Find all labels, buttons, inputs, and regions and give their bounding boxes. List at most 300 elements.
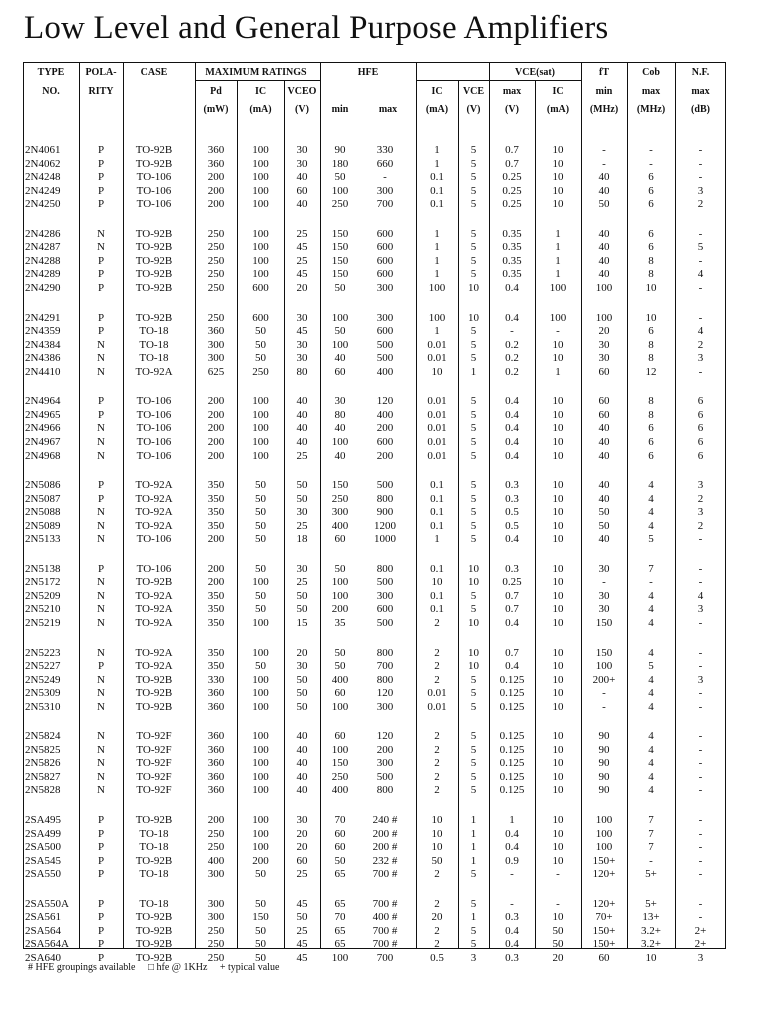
cell-hfe-ic: 0.1 (430, 171, 444, 184)
cell-vceo: 40 (296, 743, 308, 756)
cell-case: TO-106 (136, 533, 172, 546)
cell-hfe-vce: 5 (470, 157, 477, 170)
cell-vceo: 30 (296, 352, 308, 365)
cell-pd: 350 (207, 589, 225, 602)
cell-ft-min: 50 (598, 198, 610, 211)
cell-nf-max: 2+ (694, 938, 707, 951)
cell-vcesat-max: 0.4 (505, 422, 519, 435)
cell-vceo: 60 (296, 184, 308, 197)
cell-polarity: N (97, 227, 105, 240)
cell-nf-max: 5 (697, 241, 704, 254)
cell-hfe-min: 180 (331, 157, 349, 170)
cell-vcesat-ic: 100 (549, 282, 567, 294)
cell-hfe-max: 700 # (372, 868, 398, 881)
cell-type-no: 2N5249 (25, 673, 61, 686)
cell-hfe-min: 400 (331, 784, 349, 797)
header-hfe-ic-unit: (mA) (425, 104, 449, 115)
cell-vcesat-max: 0.125 (499, 700, 525, 713)
cell-nf-max: - (698, 576, 703, 589)
cell-ft-min: 40 (598, 268, 610, 281)
cell-vcesat-ic: 10 (552, 770, 564, 783)
cell-hfe-vce: 5 (470, 784, 477, 797)
cell-vcesat-max: 0.4 (505, 449, 519, 462)
cell-polarity: N (97, 365, 105, 378)
cell-ft-min: 30 (598, 338, 610, 351)
cell-hfe-max: 700 (376, 198, 394, 211)
cell-ic: 100 (252, 673, 269, 686)
cell-ft-min: 60 (598, 365, 610, 378)
cell-case: TO-18 (139, 868, 169, 881)
cell-hfe-min: 70 (334, 814, 346, 826)
cell-vcesat-max: 0.125 (499, 730, 525, 743)
cell-pd: 250 (207, 254, 225, 267)
cell-case: TO-92B (135, 227, 173, 240)
cell-ic: 50 (255, 479, 266, 491)
cell-vcesat-max: 1 (509, 814, 515, 826)
cell-case: TO-92B (135, 911, 173, 924)
cell-pd: 250 (207, 282, 225, 294)
header-vcesat-ic: IC (552, 86, 564, 97)
cell-pd: 250 (207, 241, 225, 254)
header-case: CASE (140, 67, 168, 78)
header-ft-min: min (595, 86, 613, 97)
cell-hfe-vce: 10 (468, 576, 479, 589)
cell-type-no: 2N5309 (25, 687, 61, 700)
cell-hfe-vce: 5 (470, 338, 477, 351)
cell-cob-max: 5+ (645, 868, 657, 881)
cell-pd: 200 (207, 408, 225, 421)
cell-hfe-ic: 10 (431, 576, 443, 589)
cell-cob-max: 4 (648, 519, 654, 532)
cell-ic: 600 (252, 311, 269, 324)
cell-hfe-ic: 1 (434, 533, 440, 546)
cell-ic: 50 (255, 492, 266, 505)
cell-hfe-vce: 5 (470, 687, 477, 700)
cell-hfe-max: 800 (376, 492, 394, 505)
cell-type-no: 2N5133 (25, 533, 61, 546)
cell-vceo: 30 (296, 311, 308, 324)
cell-hfe-min: 60 (334, 841, 346, 854)
cell-hfe-vce: 5 (470, 171, 477, 184)
cell-pd: 360 (207, 784, 225, 797)
cell-hfe-min: 40 (334, 449, 346, 462)
cell-ic: 100 (252, 646, 269, 659)
cell-vceo: 50 (296, 603, 308, 616)
cell-pd: 360 (207, 325, 225, 338)
cell-nf-max: - (698, 770, 703, 783)
cell-vceo: 50 (296, 700, 308, 713)
cell-hfe-min: 150 (331, 268, 349, 281)
cell-ft-min: - (602, 144, 606, 156)
cell-hfe-ic: 0.1 (430, 589, 444, 602)
cell-vcesat-ic: 10 (552, 814, 564, 826)
cell-vcesat-ic: 10 (552, 395, 564, 408)
cell-ft-min: 150+ (592, 924, 616, 937)
cell-vcesat-ic: 10 (552, 646, 564, 659)
cell-type-no: 2N4965 (25, 408, 61, 421)
cell-vceo: 45 (296, 951, 308, 964)
cell-type-no: 2SA564 (25, 924, 62, 937)
cell-pd: 200 (207, 171, 225, 184)
cell-ic: 100 (252, 422, 269, 435)
cell-polarity: P (97, 841, 105, 854)
cell-ic: 50 (255, 562, 266, 575)
cell-hfe-min: 35 (334, 617, 346, 629)
cell-hfe-vce: 5 (470, 325, 477, 338)
cell-hfe-ic: 0.1 (430, 603, 444, 616)
cell-polarity: N (97, 533, 105, 546)
cell-type-no: 2SA499 (25, 827, 62, 840)
cell-hfe-ic: 1 (434, 157, 440, 170)
cell-polarity: P (97, 924, 105, 937)
cell-vcesat-ic: 10 (552, 827, 564, 840)
cell-nf-max: - (698, 562, 703, 575)
cell-case: TO-92B (135, 938, 173, 951)
cell-vcesat-ic: 10 (552, 435, 564, 448)
cell-nf-max: 6 (697, 449, 704, 462)
cell-ic: 50 (255, 951, 266, 964)
cell-ic: 600 (252, 282, 269, 294)
cell-nf-max: 6 (697, 395, 704, 408)
cell-nf-max: - (698, 897, 703, 910)
cell-pd: 350 (207, 492, 225, 505)
cell-hfe-vce: 5 (470, 408, 477, 421)
cell-hfe-ic: 0.1 (430, 519, 444, 532)
cell-type-no: 2N4966 (25, 422, 61, 435)
cell-ic: 50 (255, 352, 266, 365)
cell-polarity: P (97, 254, 105, 267)
cell-vceo: 30 (296, 144, 308, 156)
header-nf: N.F. (691, 67, 710, 78)
cell-hfe-min: 50 (334, 854, 346, 867)
cell-case: TO-92B (135, 268, 173, 281)
cell-hfe-ic: 0.01 (427, 422, 447, 435)
cell-hfe-vce: 5 (470, 198, 477, 211)
cell-cob-max: 6 (648, 227, 654, 240)
cell-type-no: 2N5825 (25, 743, 61, 756)
cell-nf-max: - (698, 157, 703, 170)
cell-ic: 50 (255, 938, 266, 951)
cell-vceo: 40 (296, 198, 308, 211)
cell-hfe-vce: 5 (470, 757, 477, 770)
cell-ic: 100 (252, 198, 269, 211)
cell-nf-max: - (698, 827, 703, 840)
cell-case: TO-106 (136, 449, 172, 462)
cell-hfe-ic: 0.01 (427, 687, 447, 700)
cell-nf-max: 2+ (694, 924, 707, 937)
footnotes (28, 962, 289, 973)
cell-polarity: P (97, 171, 105, 184)
cell-hfe-max: 700 (376, 660, 394, 672)
cell-hfe-ic: 100 (428, 282, 446, 294)
cell-ic: 100 (252, 784, 269, 797)
cell-ft-min: 100 (595, 827, 613, 840)
cell-vcesat-ic: 1 (555, 227, 561, 240)
cell-vcesat-ic: 10 (552, 506, 564, 519)
cell-vcesat-ic: 10 (552, 730, 564, 743)
cell-hfe-vce: 5 (470, 506, 477, 519)
cell-pd: 360 (207, 687, 225, 700)
cell-hfe-ic: 2 (434, 757, 440, 770)
cell-ic: 150 (252, 911, 269, 924)
cell-ft-min: 200+ (592, 673, 616, 686)
cell-hfe-min: 100 (331, 951, 349, 964)
cell-hfe-max: 500 (376, 770, 394, 783)
cell-vcesat-max: 0.25 (502, 171, 522, 184)
header-type: TYPE (37, 67, 65, 78)
header-hfe-vce: VCE (462, 86, 485, 97)
cell-hfe-min: 30 (334, 395, 346, 408)
cell-ft-min: - (602, 687, 606, 700)
cell-vceo: 50 (296, 687, 308, 700)
cell-ic: 100 (252, 814, 269, 826)
cell-ft-min: 40 (598, 422, 610, 435)
cell-ic: 100 (252, 171, 269, 184)
cell-nf-max: 3 (697, 673, 704, 686)
cell-type-no: 2N5138 (25, 562, 61, 575)
cell-hfe-max: 600 (376, 325, 394, 338)
cell-vcesat-ic: 10 (552, 784, 564, 797)
cell-hfe-ic: 2 (434, 924, 440, 937)
cell-vcesat-ic: 10 (552, 519, 564, 532)
cell-hfe-min: 65 (334, 924, 346, 937)
cell-pd: 350 (207, 519, 225, 532)
cell-hfe-ic: 1 (434, 268, 440, 281)
cell-vceo: 30 (296, 660, 308, 672)
cell-ic: 50 (255, 325, 266, 338)
cell-ic: 100 (252, 144, 269, 156)
cell-polarity: P (97, 492, 105, 505)
cell-case: TO-92A (135, 603, 173, 616)
cell-hfe-max: 1000 (374, 533, 396, 546)
cell-pd: 250 (207, 951, 225, 964)
cell-case: TO-106 (136, 562, 172, 575)
cell-hfe-ic: 0.01 (427, 700, 447, 713)
header-vcesat-max-unit: (V) (505, 104, 519, 115)
cell-hfe-ic: 2 (434, 673, 440, 686)
cell-cob-max: 4 (648, 492, 654, 505)
cell-vceo: 50 (296, 673, 308, 686)
cell-ft-min: 50 (598, 519, 610, 532)
header-ft-unit: (MHz) (589, 104, 619, 115)
header-pd-unit: (mW) (203, 104, 229, 115)
footnote-typical-value: + typical value (219, 962, 280, 973)
cell-polarity: P (97, 951, 105, 964)
cell-hfe-vce: 5 (470, 519, 477, 532)
cell-vcesat-ic: 10 (552, 700, 564, 713)
cell-hfe-ic: 2 (434, 897, 440, 910)
cell-hfe-min: 100 (331, 311, 349, 324)
cell-ft-min: 150 (595, 646, 613, 659)
cell-hfe-ic: 0.01 (427, 395, 447, 408)
cell-cob-max: 5 (648, 533, 654, 546)
cell-nf-max: - (698, 743, 703, 756)
cell-vcesat-ic: 20 (552, 951, 564, 964)
cell-hfe-min: 200 (331, 603, 349, 616)
cell-pd: 360 (207, 757, 225, 770)
cell-ft-min: 120+ (592, 868, 616, 881)
cell-type-no: 2N4061 (25, 144, 61, 156)
cell-cob-max: 4 (648, 700, 654, 713)
cell-vcesat-max: 0.25 (502, 198, 522, 211)
cell-ic: 100 (252, 770, 269, 783)
cell-pd: 200 (207, 533, 225, 546)
cell-ft-min: 150+ (592, 938, 616, 951)
cell-cob-max: 6 (648, 241, 654, 254)
cell-case: TO-18 (139, 897, 169, 910)
header-vcesat-ic-unit: (mA) (546, 104, 570, 115)
header-cob-max: max (641, 86, 661, 97)
cell-pd: 200 (207, 435, 225, 448)
cell-hfe-vce: 1 (470, 814, 477, 826)
cell-type-no: 2N5827 (25, 770, 61, 783)
cell-ic: 100 (252, 395, 269, 408)
cell-hfe-vce: 5 (470, 533, 477, 546)
cell-polarity: N (97, 449, 105, 462)
cell-hfe-vce: 5 (470, 700, 477, 713)
cell-hfe-ic: 0.1 (430, 198, 444, 211)
cell-vcesat-max: 0.125 (499, 770, 525, 783)
cell-vcesat-max: 0.4 (505, 533, 519, 546)
cell-hfe-ic: 2 (434, 938, 440, 951)
cell-vcesat-max: 0.7 (505, 157, 519, 170)
cell-ic: 100 (252, 700, 269, 713)
cell-hfe-max: 200 # (372, 841, 398, 854)
cell-vcesat-max: 0.125 (499, 687, 525, 700)
cell-ft-min: - (602, 157, 606, 170)
cell-hfe-ic: 2 (434, 646, 440, 659)
cell-nf-max: - (698, 282, 703, 294)
cell-nf-max: 3 (697, 506, 704, 519)
cell-vceo: 40 (296, 171, 308, 184)
cell-vcesat-ic: 10 (552, 673, 564, 686)
cell-hfe-max: 600 (376, 241, 394, 254)
cell-vcesat-ic: 10 (552, 479, 564, 491)
cell-hfe-ic: 1 (434, 254, 440, 267)
cell-hfe-ic: 2 (434, 617, 440, 629)
cell-type-no: 2N4967 (25, 435, 61, 448)
cell-case: TO-92B (135, 951, 173, 964)
cell-vcesat-max: 0.4 (505, 408, 519, 421)
cell-hfe-max: 800 (376, 562, 394, 575)
cell-pd: 360 (207, 157, 225, 170)
cell-hfe-max: 800 (376, 673, 394, 686)
cell-pd: 200 (207, 395, 225, 408)
cell-hfe-min: 400 (331, 673, 349, 686)
cell-cob-max: 7 (648, 827, 654, 840)
cell-polarity: P (97, 562, 105, 575)
cell-hfe-max: 600 (376, 227, 394, 240)
cell-pd: 250 (207, 827, 225, 840)
cell-cob-max: - (649, 144, 653, 156)
cell-nf-max: 3 (697, 603, 704, 616)
cell-hfe-vce: 5 (470, 227, 477, 240)
cell-type-no: 2N5088 (25, 506, 61, 519)
cell-hfe-min: 50 (334, 282, 346, 294)
cell-hfe-ic: 10 (431, 841, 443, 854)
cell-polarity: N (97, 241, 105, 254)
cell-polarity: P (97, 157, 105, 170)
header-cob: Cob (642, 67, 660, 78)
cell-case: TO-92B (135, 254, 173, 267)
cell-vcesat-max: 0.125 (499, 673, 525, 686)
cell-vceo: 45 (296, 241, 308, 254)
cell-hfe-vce: 3 (470, 951, 477, 964)
cell-pd: 300 (207, 868, 225, 881)
cell-type-no: 2N4062 (25, 157, 61, 170)
cell-ic: 50 (255, 506, 266, 519)
cell-hfe-max: 900 (376, 506, 394, 519)
cell-nf-max: 4 (697, 325, 704, 338)
cell-hfe-min: 60 (334, 827, 346, 840)
cell-hfe-max: 200 # (372, 827, 398, 840)
cell-hfe-ic: 0.01 (427, 352, 447, 365)
cell-ic: 100 (252, 757, 269, 770)
cell-cob-max: 8 (648, 338, 654, 351)
cell-hfe-vce: 5 (470, 422, 477, 435)
cell-ft-min: 30 (598, 603, 610, 616)
cell-hfe-vce: 5 (470, 673, 477, 686)
cell-hfe-max: 660 (376, 157, 394, 170)
cell-vcesat-max: 0.7 (505, 144, 519, 156)
cell-hfe-min: 250 (331, 198, 349, 211)
cell-vcesat-ic: 10 (552, 589, 564, 602)
cell-hfe-ic: 2 (434, 743, 440, 756)
cell-hfe-min: 250 (331, 770, 349, 783)
cell-vceo: 20 (296, 841, 308, 854)
cell-cob-max: 3.2+ (641, 924, 661, 937)
cell-hfe-ic: 0.01 (427, 435, 447, 448)
header-hfe-min: min (331, 104, 349, 115)
cell-hfe-min: 60 (334, 365, 346, 378)
cell-type-no: 2N5826 (25, 757, 61, 770)
cell-hfe-vce: 10 (468, 646, 479, 659)
cell-ft-min: 40 (598, 184, 610, 197)
cell-ft-min: 100 (595, 660, 613, 672)
cell-ic: 200 (252, 854, 269, 867)
cell-type-no: 2N5219 (25, 617, 61, 629)
cell-cob-max: 4 (648, 730, 654, 743)
cell-vceo: 60 (296, 854, 308, 867)
cell-ft-min: - (602, 576, 606, 589)
cell-pd: 200 (207, 576, 225, 589)
cell-type-no: 2N4248 (25, 171, 61, 184)
cell-hfe-min: 150 (331, 757, 349, 770)
cell-type-no: 2SA640 (25, 951, 62, 964)
cell-hfe-min: 150 (331, 227, 349, 240)
cell-cob-max: 8 (648, 352, 654, 365)
cell-vcesat-ic: 10 (552, 408, 564, 421)
cell-cob-max: 4 (648, 617, 654, 629)
cell-case: TO-106 (136, 408, 172, 421)
cell-ft-min: 60 (598, 951, 610, 964)
cell-vcesat-max: 0.5 (505, 506, 519, 519)
cell-pd: 360 (207, 144, 225, 156)
cell-vceo: 40 (296, 770, 308, 783)
cell-hfe-vce: 5 (470, 352, 477, 365)
cell-type-no: 2N5172 (25, 576, 61, 589)
cell-cob-max: 7 (648, 841, 654, 854)
cell-type-no: 2SA545 (25, 854, 62, 867)
cell-type-no: 2SA500 (25, 841, 62, 854)
cell-case: TO-92B (135, 814, 173, 826)
cell-cob-max: 6 (648, 422, 654, 435)
cell-polarity: P (97, 184, 105, 197)
cell-vceo: 40 (296, 422, 308, 435)
cell-case: TO-92A (135, 519, 173, 532)
cell-pd: 200 (207, 814, 225, 826)
cell-pd: 360 (207, 743, 225, 756)
